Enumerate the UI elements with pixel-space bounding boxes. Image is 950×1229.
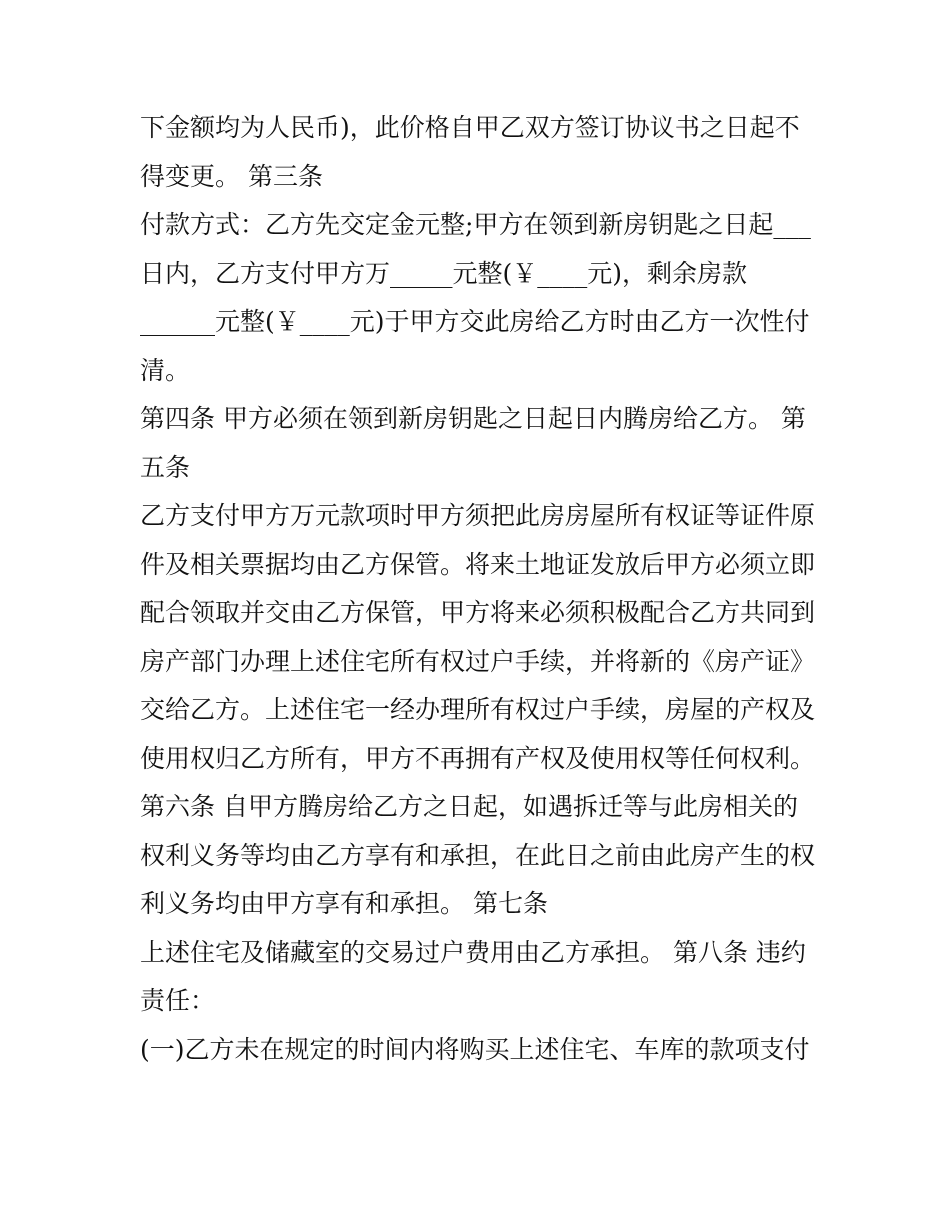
text-line-6: 清。 [140, 355, 191, 385]
text-line-4: 日内，乙方支付甲方万_____元整(￥____元)，剩余房款 [140, 258, 748, 288]
contract-text [140, 104, 820, 1074]
text-line-9: 乙方支付甲方万元款项时甲方须把此房房屋所有权证等证件原 [140, 501, 816, 530]
text-line-15: 第六条 自甲方腾房给乙方之日起，如遇拆迁等与此房相关的 [140, 792, 798, 821]
text-line-11: 配合领取并交由乙方保管，甲方将来必须积极配合乙方共同到 [140, 598, 816, 627]
text-line-10: 件及相关票据均由乙方保管。将来土地证发放后甲方必须立即 [140, 549, 816, 579]
text-line-14: 使用权归乙方所有，甲方不再拥有产权及使用权等任何权利。 [140, 743, 816, 773]
text-line-19: 责任： [140, 986, 216, 1015]
text-line-1: 下金额均为人民币)，此价格自甲乙双方签订协议书之日起不 [140, 113, 800, 142]
text-line-7: 第四条 甲方必须在领到新房钥匙之日起日内腾房给乙方。 第 [140, 404, 806, 433]
text-line-17: 利义务均由甲方享有和承担。 第七条 [140, 889, 548, 918]
text-line-2: 得变更。 第三条 [140, 161, 323, 191]
text-line-16: 权利义务等均由乙方享有和承担，在此日之前由此房产生的权 [140, 840, 816, 870]
text-line-20: (一)乙方未在规定的时间内将购买上述住宅、车库的款项支付 [140, 1034, 810, 1064]
text-line-8: 五条 [140, 452, 191, 482]
text-line-13: 交给乙方。上述住宅一经办理所有权过户手续，房屋的产权及 [140, 695, 816, 724]
text-line-5: ______元整(￥____元)于甲方交此房给乙方时由乙方一次性付 [140, 307, 810, 336]
text-line-18: 上述住宅及储藏室的交易过户费用由乙方承担。 第八条 违约 [140, 937, 806, 967]
text-line-12: 房产部门办理上述住宅所有权过户手续，并将新的《房产证》 [140, 646, 816, 676]
text-line-3: 付款方式：乙方先交定金元整;甲方在领到新房钥匙之日起___ [140, 210, 811, 239]
